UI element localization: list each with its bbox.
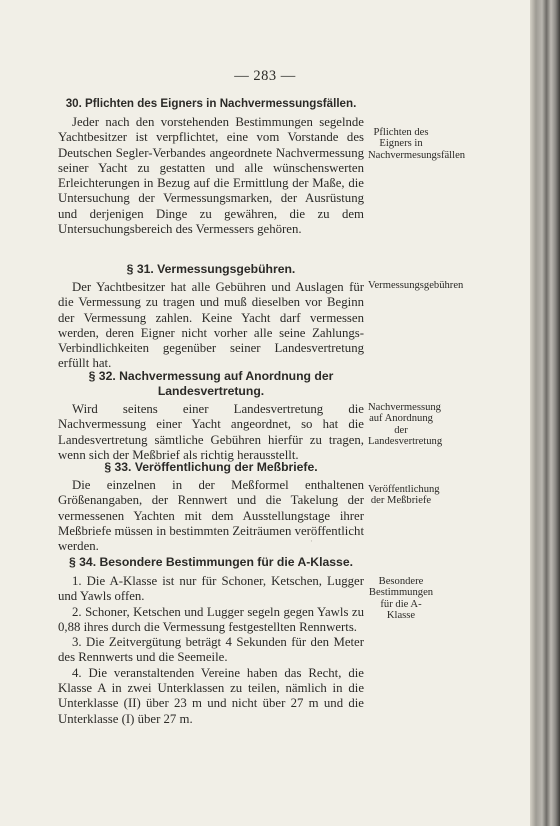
section-heading: 30. Pflichten des Eigners in Nachvermessungsfällen.: [65, 97, 357, 110]
section-paragraph: Wird seitens einer Landesvertretung die Nachvermessung einer Yacht angeordnet, so hat die Landesvertretung sämtliche Gebühren hierfür zu tragen, wenn sich der Meßbrief als richtig herausstellt.: [58, 402, 364, 462]
list-item: 1. Die A-Klasse ist nur für Schoner, Ketschen, Lugger und Yawls offen.: [58, 574, 364, 604]
section-heading: § 31. Vermessungsgebühren.: [126, 262, 296, 276]
list-item: 2. Schoner, Ketschen und Lugger segeln gegen Yawls zu 0,88 ihres durch die Vermessung festgestellten Rennwerts.: [58, 604, 364, 634]
list-item: 3. Die Zeitvergütung beträgt 4 Sekunden für den Meter des Rennwerts und die Seemeile.: [58, 635, 364, 665]
section-32: [58, 369, 364, 463]
section-31: [58, 262, 364, 372]
section-33: [58, 460, 364, 554]
section-heading: § 34. Besondere Bestimmungen für die A-Klasse.: [68, 555, 353, 569]
ink-speck: ·: [310, 536, 313, 546]
list-item: 4. Die veranstaltenden Vereine haben das Recht, die Klasse A in zwei Unterklassen zu teilen, nämlich in die Unterklasse (II) über 23 m und nicht über 27 m und die Unterklasse (I) über 27 m.: [58, 665, 364, 726]
section-heading: § 33. Veröffentlichung der Meßbriefe.: [104, 460, 318, 474]
margin-note-32: Nachvermessung auf Anordnung der Landesvertretung: [368, 402, 443, 448]
section-34: [58, 555, 364, 727]
margin-note-33: Veröffentlichung der Meßbriefe: [368, 484, 440, 507]
section-paragraph: Die einzelnen in der Meßformel enthaltenen Größenangaben, der Rennwert und die Takelung der vermessenen Yachten mit dem Ausstellungstage ihrer Meßbriefe müssen in bestimmten Zeiträumen veröffentlicht werden.: [58, 478, 364, 554]
page-number: — 283 —: [234, 68, 296, 84]
section-paragraph: Jeder nach den vorstehenden Bestimmungen segelnde Yachtbesitzer ist verpflichtet, eine vom Vorstande des Deutschen Segler-Verbandes angeordnete Nachvermessung seiner Yacht zu gestatten und alle wünschenswerten Erleichterungen in Bezug auf die Ermittlung der Maße, die Untersuchung der Vermessungsmarken, der Ausrüstung und derjenigen Dinge zu gewähren, die zu dem Untersuchungsbereich des Vermessers gehören.: [58, 115, 364, 237]
margin-note-31: Vermessungsgebühren: [368, 280, 464, 291]
margin-note-30: Pflichten des Eigners in Nachvermesungsfällen: [368, 127, 466, 161]
section-heading: § 32. Nachvermessung auf Anordnung der Landesvertretung.: [88, 369, 334, 398]
margin-note-34: Besondere Bestimmungen für die A-Klasse: [368, 576, 434, 622]
book-page-edge: [530, 0, 560, 826]
section-paragraph: Der Yachtbesitzer hat alle Gebühren und Auslagen für die Vermessung zu tragen und muß dieselben vor Beginn der Vermessung zahlen. Keine Yacht darf vermessen werden, deren Eigner nicht vorher alle seine Zahlungs-Verbindlichkeiten gegenüber seiner Landesvertretung erfüllt hat.: [58, 280, 364, 371]
section-30: [58, 96, 364, 237]
